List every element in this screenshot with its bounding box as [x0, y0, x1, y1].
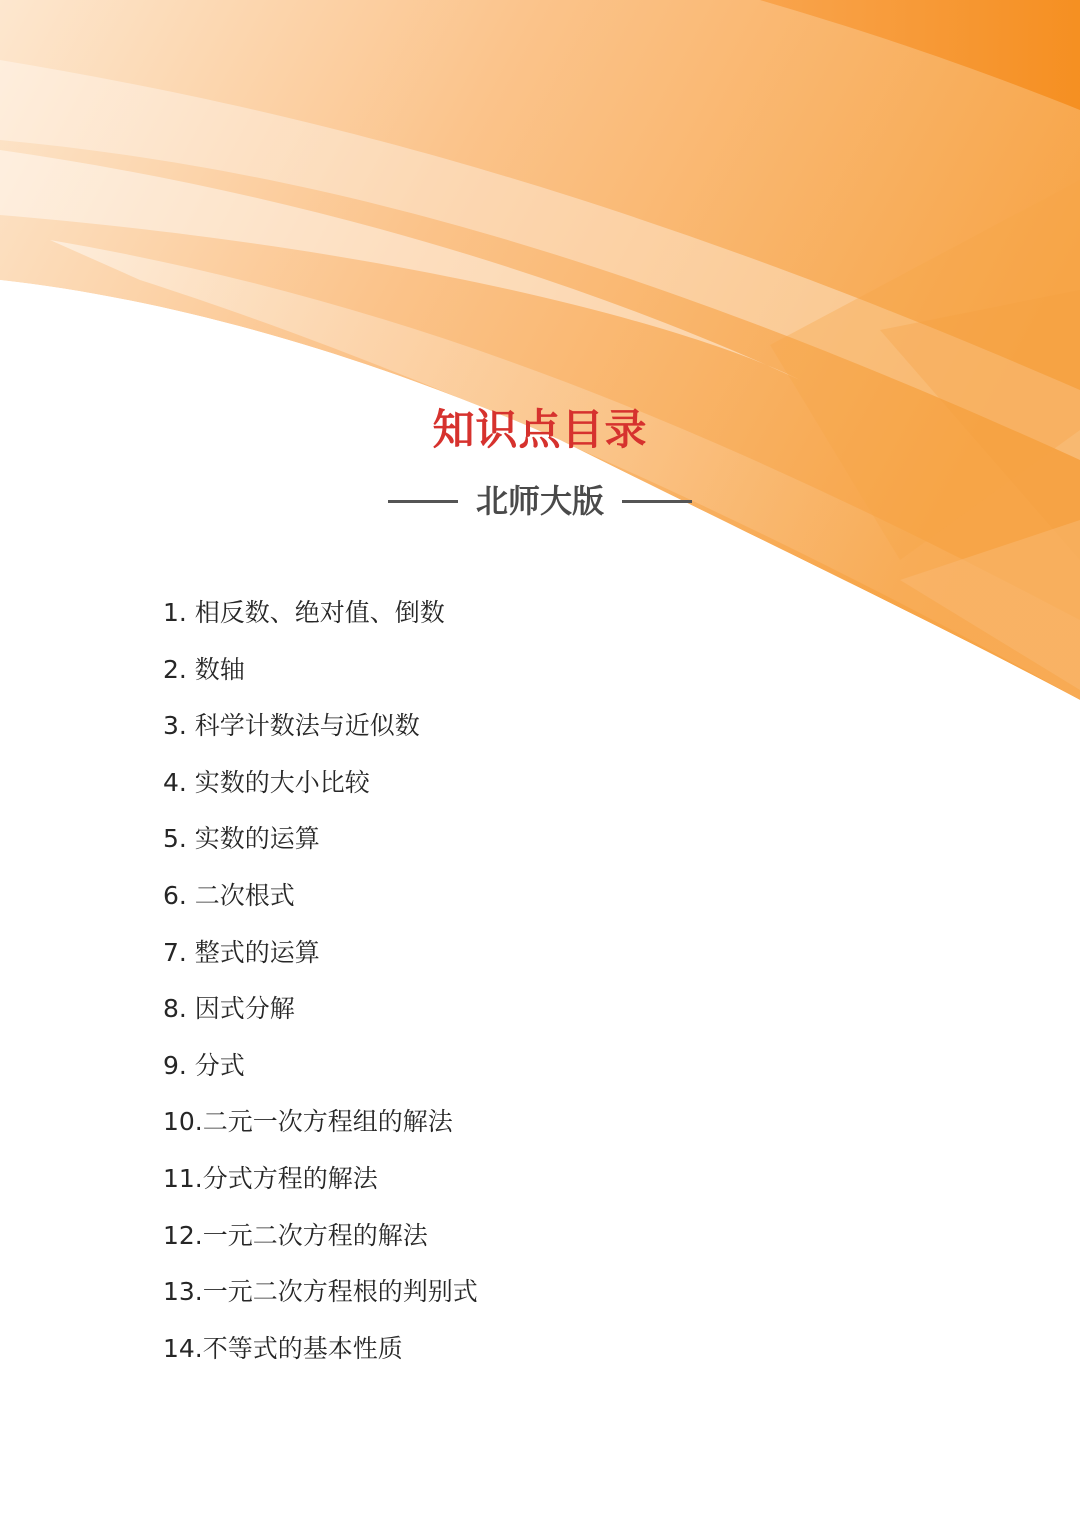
- toc-item: 13.一元二次方程根的判别式: [163, 1277, 478, 1307]
- toc-item: 9. 分式: [163, 1050, 245, 1080]
- toc-item: 6. 二次根式: [163, 880, 295, 910]
- subtitle-edition: 北师大版: [475, 482, 604, 520]
- toc-item: 2. 数轴: [163, 654, 245, 684]
- toc-item: 14.不等式的基本性质: [163, 1333, 403, 1363]
- subtitle-right-rule: [622, 500, 692, 503]
- page-title: 知识点目录: [432, 405, 648, 454]
- toc-item: 7. 整式的运算: [163, 937, 320, 967]
- toc-item: 1. 相反数、绝对值、倒数: [163, 598, 445, 627]
- toc-item: 10.二元一次方程组的解法: [163, 1107, 453, 1137]
- subtitle-row: [0, 478, 1080, 524]
- toc-item: 11.分式方程的解法: [163, 1163, 378, 1193]
- toc-item: 8. 因式分解: [163, 994, 295, 1024]
- toc-item: 3. 科学计数法与近似数: [163, 711, 420, 741]
- table-of-contents: [163, 590, 478, 1382]
- toc-item: 5. 实数的运算: [163, 824, 320, 854]
- subtitle-left-rule: [388, 500, 458, 503]
- toc-item: 12.一元二次方程的解法: [163, 1220, 428, 1250]
- toc-item: 4. 实数的大小比较: [163, 767, 370, 797]
